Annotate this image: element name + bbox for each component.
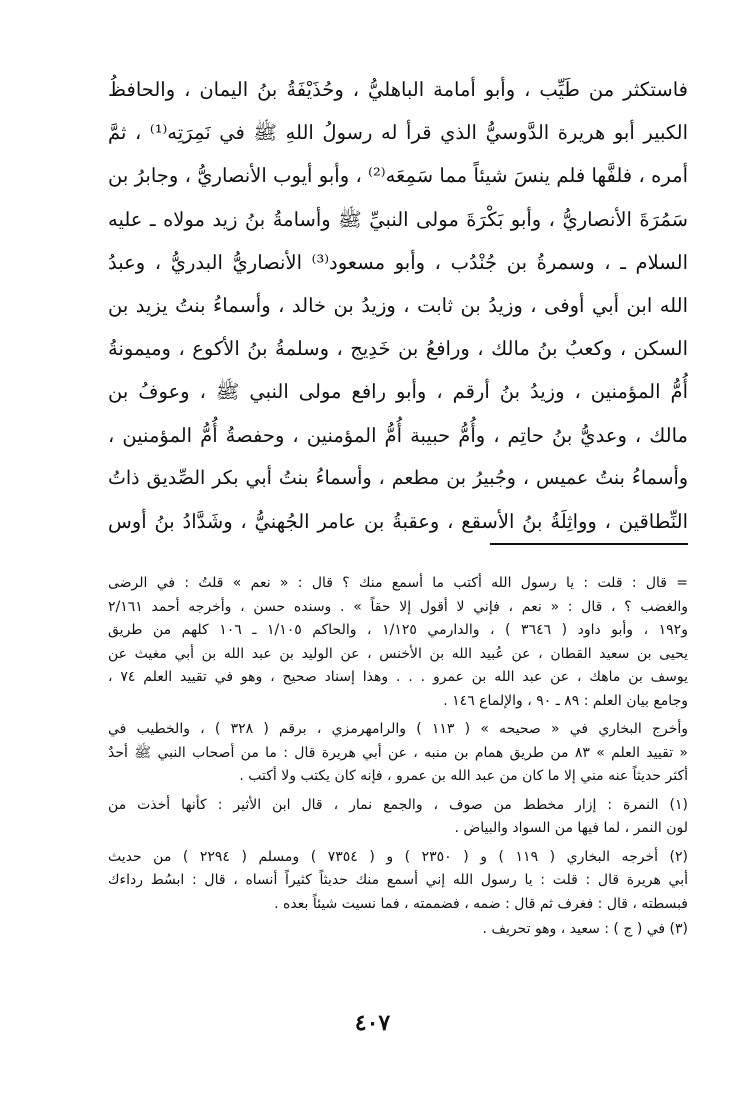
- footnote-line: لون النمر ، لما فيها من السواد والبياض .: [454, 820, 688, 836]
- footnotes-block: [108, 572, 688, 944]
- footnote-line: يحيى بن سعيد القطان ، عن عُبيد الله بن الأخنس ، عن الوليد بن عبد الله بن أبي مغيث عن: [108, 645, 688, 662]
- footnote-2: [108, 846, 688, 917]
- main-text-line: الكبير أبو هريرة الدَّوسيُّ الذي قرأ له رسولُ اللهِ ﷺ في نَمِرَتِه⁽¹⁾ ، ثمَّ: [108, 121, 688, 145]
- footnote-line: = قال : قلت : يا رسول الله أكتب ما أسمع منك ؟ قال : « نعم » قلتُ : في الرضى: [108, 575, 688, 591]
- footnote-bukhari-note: [108, 718, 688, 789]
- footnote-line: وأخرج البخاري في « صحيحه » ( ١١٣ ) والرامهرمزي ، برقم ( ٣٢٨ ) ، والخطيب في: [108, 721, 689, 737]
- footnote-line: والغضب ؟ ، قال : « نعم ، فإني لا أقول إلا حقاً » . وسنده حسن ، وأخرجه أحمد ٢/١٦١: [108, 598, 688, 615]
- footnote-line: (٢) أخرجه البخاري ( ١١٩ ) و ( ٢٣٥٠ ) و ( ٧٣٥٤ ) ومسلم ( ٢٢٩٤ ) من حديث: [108, 848, 688, 865]
- footnote-line: وجامع بيان العلم : ٨٩ ـ ٩٠ ، والإلماع ١٤٦ .: [443, 692, 688, 709]
- main-text-line: سَمُرَةَ الأنصاريُّ ، وأبو بَكْرَةَ مولى النبيِّ ﷺ وأسامةُ بنُ زيد مولاه ـ عليه: [108, 207, 688, 231]
- footnote-divider: [490, 543, 688, 545]
- main-text-line: وأسماءُ بنتُ عميس ، وجُبيرُ بن مطعم ، وأسماءُ بنتُ أبي بكر الصِّديق ذاتُ: [108, 466, 688, 489]
- footnote-line: يوسف بن ماهك ، عن عبد الله بن عمرو . . . وهذا إسناد صحيح ، وهو في تقييد العلم ٧٤ ،: [108, 669, 688, 685]
- footnote-line: أبي هريرة قال : قلت : يا رسول الله إني أسمع منك حديثاً كثيراً أنساه ، قال : ابسُط رداءك: [108, 872, 688, 888]
- footnote-line: فبسطته ، قال : فغرف ثم قال : ضمه ، فضممته ، فما نسيت شيئاً بعده .: [274, 895, 688, 912]
- main-text-line: السلام ـ ، وسمرةُ بن جُنْدُب ، وأبو مسعود⁽³⁾ الأنصاريُّ البدريُّ ، وعبدُ: [108, 250, 688, 274]
- footnote-3: [108, 918, 688, 942]
- footnote-line: « تقييد العلم » ٨٣ من طريق همام بن منبه ، عن أبي هريرة قال : ما من أصحاب النبي ﷺ أحدٌ: [108, 744, 688, 761]
- footnote-continuation: [108, 572, 688, 713]
- footnote-line: و١٩٢ ، وأبو داود ( ٣٦٤٦ ) ، والدارمي ١/١٢٥ ، والحاكم ١/١٠٥ ـ ١٠٦ كلهم من طريق: [108, 622, 688, 638]
- page-number: ٤٠٧: [354, 1010, 391, 1036]
- main-text-line: الله ابن أبي أوفى ، وزيدُ بن ثابت ، وزيدُ بن خالد ، وأسماءُ بنتُ يزيد بن: [108, 293, 688, 317]
- main-text-line: أُمُّ المؤمنين ، وزيدُ بنُ أرقم ، وأبو رافع مولى النبي ﷺ ، وعوفُ بن: [108, 380, 688, 404]
- main-text-line: السكن ، وكعبُ بنُ مالك ، ورافعُ بن خَدِيج ، وسلمةُ بنُ الأكوع ، وميمونةُ: [108, 337, 688, 361]
- main-text-line: مالك ، وعديُّ بنُ حاتِم ، وأُمُّ حبيبة أُمُّ المؤمنين ، وحفصةُ أُمُّ المؤمنين ،: [108, 423, 688, 447]
- footnote-line: (١) النمرة : إزار مخطط من صوف ، والجمع نمار ، قال ابن الأثير : كأنها أخذت من: [108, 796, 688, 813]
- footnote-1: [108, 794, 688, 841]
- main-text-line: فاستكثر من طَيِّب ، وأبو أمامة الباهليُّ ، وحُذَيْفَةُ بنُ اليمان ، والحافظُ: [108, 78, 688, 101]
- main-text-line: أمره ، فلفَّها فلم ينسَ شيئاً مما سَمِعَه⁽²⁾ ، وأبو أيوب الأنصاريُّ ، وجابرُ بن: [108, 164, 688, 188]
- main-text-line: النِّطاقين ، وواثِلَةُ بنُ الأسقع ، وعقبةُ بن عامر الجُهنيُّ ، وشَدَّادُ بنُ أوس: [108, 509, 688, 533]
- footnote-line: (٣) في ( ج ) : سعيد ، وهو تحريف .: [482, 921, 688, 937]
- main-text-block: [108, 68, 688, 543]
- footnote-line: أكثر حديثاً عنه مني إلا ما كان من عبد الله بن عمرو ، فإنه كان يكتب ولا أكتب .: [239, 768, 688, 784]
